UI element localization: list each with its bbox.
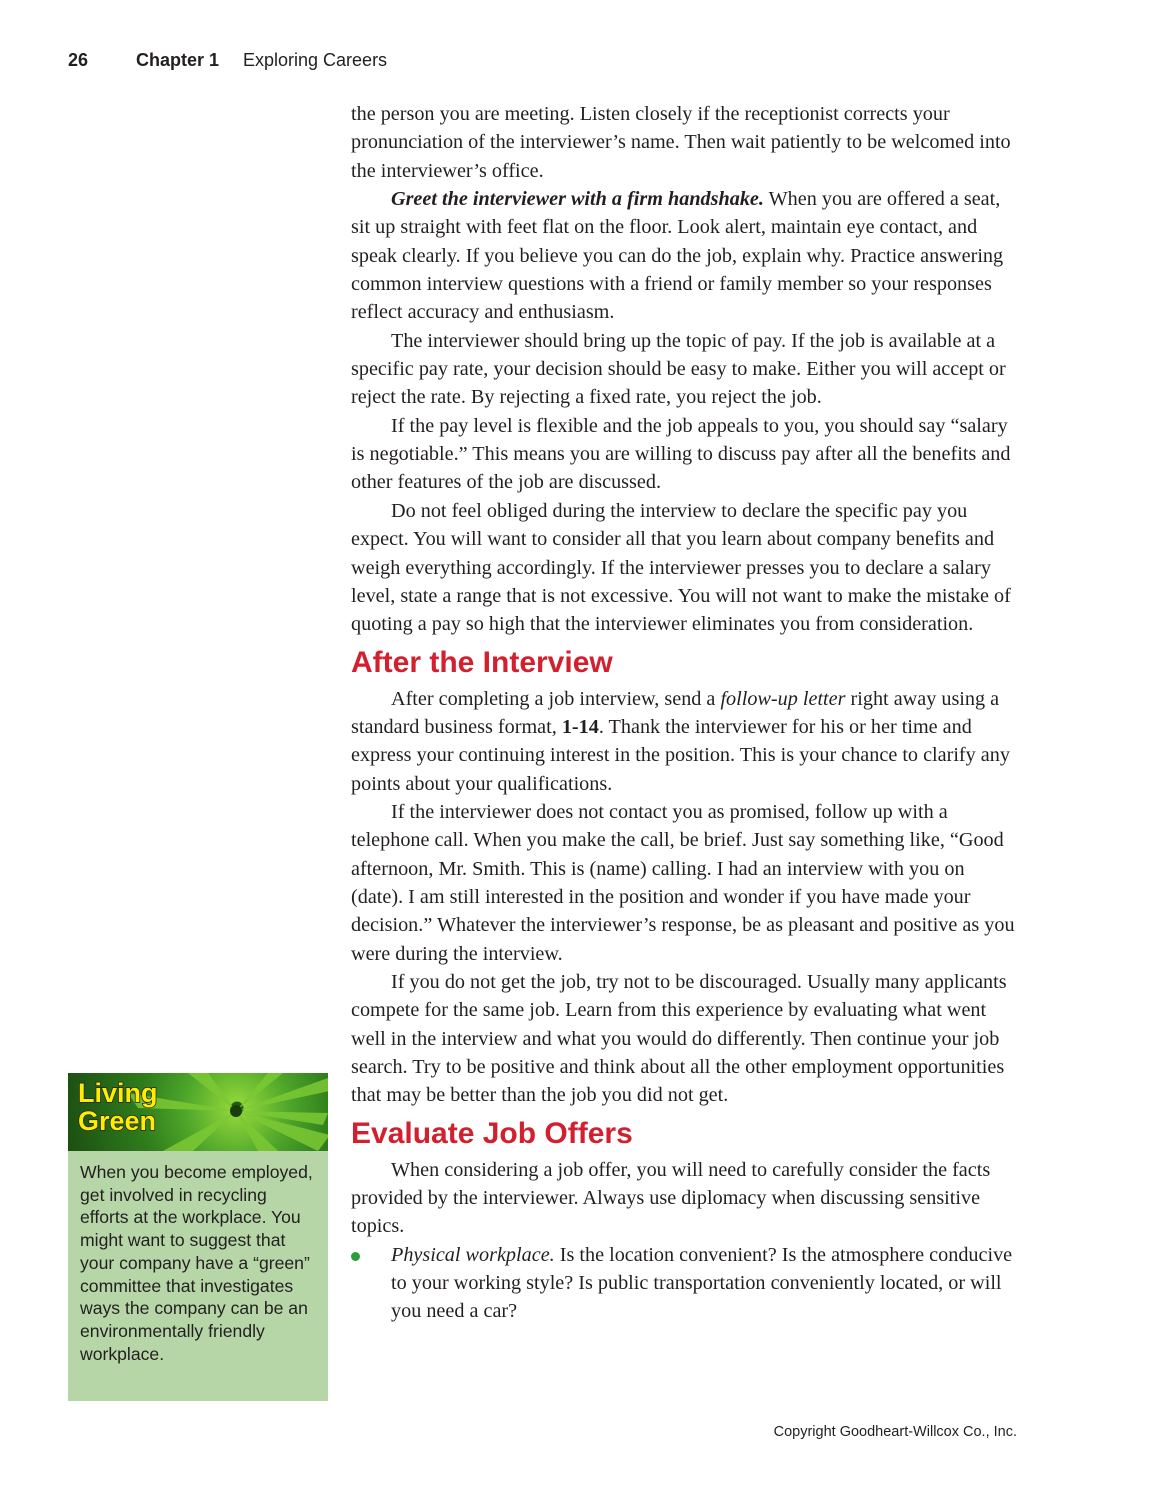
- chapter-label: Chapter 1: [136, 50, 220, 70]
- paragraph: the person you are meeting. Listen closely if the receptionist corrects your pronunciation of the interviewer’s name. Then wait patiently to be welcomed into the interviewer’s office.: [351, 103, 1011, 182]
- living-green-logo: [78, 1079, 158, 1135]
- key-term: follow-up letter: [720, 687, 846, 710]
- living-green-banner-image: [68, 1073, 328, 1151]
- paragraph: Do not feel obliged during the interview to declare the specific pay you expect. You will want to consider all that you learn about company benefits and weigh everything accordingly. If the interviewer presses you to declare a salary level, state a range that is not excessive. You will not want to make the mistake of quoting a pay so high that the interviewer eliminates you from consideration.: [351, 499, 1011, 636]
- paragraph: [351, 185, 1021, 327]
- paragraph: When considering a job offer, you will need to carefully consider the facts provided by the interviewer. Always use diplomacy when discussing sensitive topics.: [351, 1158, 991, 1238]
- sidebar-text: When you become employed, get involved in recycling efforts at the workplace. You might want to suggest that your company have a “green” committee that investigates ways the company can be an environmentally friendly workplace.: [80, 1162, 313, 1364]
- paragraph: If the pay level is flexible and the job appeals to you, you should say “salary is negotiable.” This means you are willing to discuss pay after all the benefits and other features of the job are discussed.: [351, 414, 1011, 494]
- logo-line: Living: [78, 1078, 158, 1108]
- figure-reference: 1-14: [561, 715, 599, 738]
- bullet-lead: Physical workplace.: [391, 1243, 555, 1266]
- paragraph: If you do not get the job, try not to be discouraged. Usually many applicants compete for the same job. Learn from this experience by evaluating what went well in the interview and what you would do differently. Then continue your job search. Try to be positive and think about all the other employment opportunities that may be better than the job you did not get.: [351, 970, 1007, 1107]
- paragraph-text: . Thank the interviewer for his or her time and express your continuing interest in the position. This is your chance to clarify any points about your qualifications.: [351, 715, 1010, 795]
- paragraph-text: When you are offered a seat, sit up straight with feet flat on the floor. Look alert, maintain eye contact, and speak clearly. If you believe you can do the job, explain why. Practice answering common interview questions with a friend or family member so your responses reflect accuracy and enthusiasm.: [351, 188, 1004, 324]
- bullet-icon: [351, 1252, 360, 1261]
- page-number: 26: [68, 50, 89, 70]
- bullet-text: Is the location convenient? Is the atmosphere conducive to your working style? Is public transportation conveniently located, or will you need a car?: [391, 1243, 1013, 1323]
- bullet-item: [351, 1241, 1021, 1326]
- logo-line: Green: [78, 1106, 157, 1136]
- run-in-heading: Greet the interviewer with a firm handshake.: [391, 188, 764, 211]
- living-green-sidebar: [68, 1073, 328, 1401]
- chapter-title: Exploring Careers: [243, 50, 388, 70]
- section-heading-after-interview: After the Interview: [351, 645, 613, 679]
- copyright: Copyright Goodheart-Willcox Co., Inc.: [773, 1424, 1017, 1440]
- section-heading-evaluate-job-offers: Evaluate Job Offers: [351, 1116, 633, 1150]
- paragraph: If the interviewer does not contact you as promised, follow up with a telephone call. When you make the call, be brief. Just say something like, “Good afternoon, Mr. Smith. This is (name) calling. I had an interview with you on (date). I am still interested in the position and wonder if you have made your decision.” Whatever the interviewer’s response, be as pleasant and positive as you were during the interview.: [351, 800, 1015, 965]
- paragraph: [351, 685, 1021, 798]
- main-text-column: [351, 100, 1021, 1326]
- paragraph: The interviewer should bring up the topic of pay. If the job is available at a specific pay rate, your decision should be easy to make. Either you will accept or reject the rate. By rejecting a fixed rate, you reject the job.: [351, 329, 1006, 409]
- paragraph-text: After completing a job interview, send a: [391, 687, 721, 710]
- paragraph-text: right away using a standard business format,: [351, 687, 1000, 738]
